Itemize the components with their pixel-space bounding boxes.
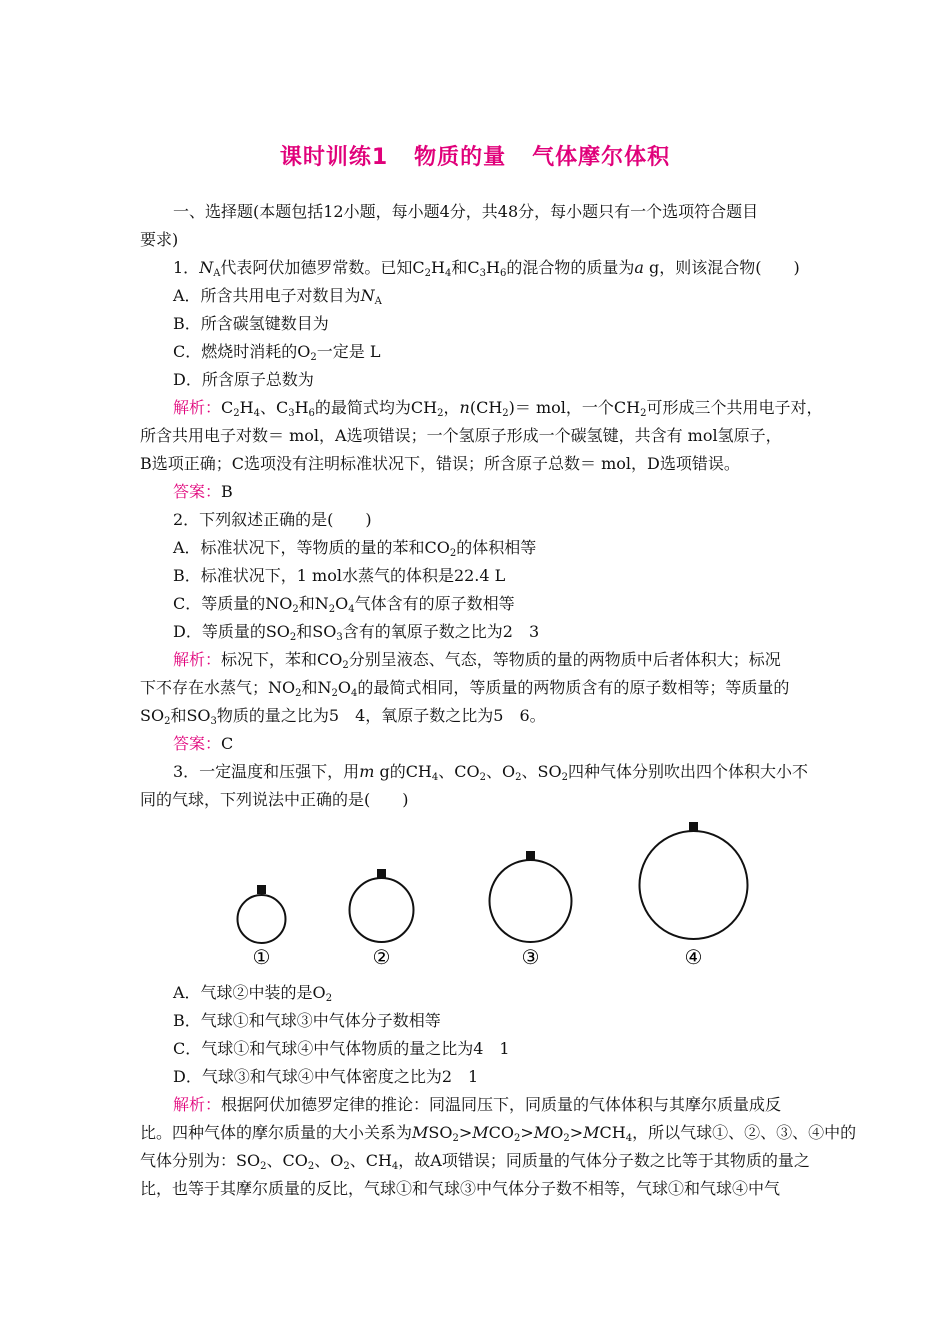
balloon-label-3: ③ [521, 945, 540, 969]
balloon-figure [0, 815, 950, 975]
balloon-label-1: ① [252, 945, 271, 969]
title-part2: 物质的量 [414, 145, 507, 170]
q3-explanation-line2: 比。四种气体的摩尔质量的大小关系为$MSO_2>MCO_2>MO_2>MCH_4$，所以气球①、②、③、④中的 [140, 1123, 857, 1144]
q3-explanation-line1: 解析：根据阿伏加德罗定律的推论：同温同压下，同质量的气体体积与其摩尔质量成反 [173, 1095, 782, 1114]
q1-option-d: D．所含原子总数为 [173, 370, 314, 389]
q2-option-a: A．标准状况下，等物质的量的苯和$CO_2$的体积相等 [173, 538, 537, 559]
balloon-2 [350, 869, 414, 942]
q3-stem-line2: 同的气球，下列说法中正确的是( ) [140, 790, 409, 809]
balloon-3 [490, 851, 572, 942]
q1-option-c: C．燃烧时消耗的$O_2$一定是 L [173, 342, 381, 363]
q2-stem: 2．下列叙述正确的是( ) [173, 510, 372, 529]
page-title [0, 140, 950, 171]
q2-option-d: D．等质量的$SO_2$和$SO_3$含有的氧原子数之比为2 3 [173, 622, 540, 643]
q3-option-b: B．气球①和气球③中气体分子数相等 [173, 1011, 441, 1030]
q2-option-c: C．等质量的$NO_2$和$N_2O_4$气体含有的原子数相等 [173, 594, 515, 615]
q1-option-b: B．所含碳氢键数目为 [173, 314, 329, 333]
q2-option-b: B．标准状况下，1 mol水蒸气的体积是22.4 L [173, 566, 506, 585]
q3-explanation-line4: 比，也等于其摩尔质量的反比，气球①和气球③中气体分子数不相等，气球①和气球④中气 [140, 1179, 781, 1198]
balloon-4 [640, 822, 748, 939]
q1-explanation-line2: 所含共用电子对数＝ mol，A选项错误；一个氢原子形成一个碳氢键，共含有 mol氢原子， [140, 426, 782, 445]
q1-answer: 答案：B [173, 482, 233, 501]
q2-answer: 答案：C [173, 734, 234, 753]
q3-stem-line1: 3．一定温度和压强下，用m g的$CH_4$、$CO_2$、$O_2$、$SO_2$四种气体分别吹出四个体积大小不 [173, 762, 808, 783]
q3-option-a: A．气球②中装的是$O_2$ [173, 983, 333, 1004]
q1-explanation-line1: 解析：$C_2H_4$、$C_3H_6$的最简式均为$CH_2$，$n(CH_2)=$ mol，一个$CH_2$可形成三个共用电子对， [173, 398, 823, 419]
q2-explanation-line2: 下不存在水蒸气；$NO_2$和$N_2O_4$的最简式相同，等质量的两物质含有的原子数相等；等质量的 [140, 678, 790, 699]
section-intro-line2: 要求) [140, 230, 179, 249]
q2-explanation-line1: 解析：标况下，苯和$CO_2$分别呈液态、气态，等物质的量的两物质中后者体积大；标况 [173, 650, 781, 671]
title-part1: 课时训练1 [279, 145, 389, 170]
balloon-label-2: ② [372, 945, 391, 969]
q3-explanation-line3: 气体分别为：$SO_2$、$CO_2$、$O_2$、$CH_4$，故A项错误；同质量的气体分子数之比等于其物质的量之 [140, 1151, 810, 1172]
q3-option-d: D．气球③和气球④中气体密度之比为2 1 [173, 1067, 479, 1086]
balloon-diagram [0, 815, 950, 975]
q1-option-a: A．所含共用电子对数目为$N_A$ [173, 286, 382, 307]
section-intro-line1: 一、选择题(本题包括12小题，每小题4分，共48分，每小题只有一个选项符合题目 [173, 202, 759, 221]
balloon-label-4: ④ [684, 945, 703, 969]
q2-explanation-line3: $SO_2$和$SO_3$物质的量之比为5 4，氧原子数之比为5 6。 [140, 706, 546, 727]
title-part3: 气体摩尔体积 [532, 145, 671, 170]
q3-option-c: C．气球①和气球④中气体物质的量之比为4 1 [173, 1039, 510, 1058]
q1-explanation-line3: B选项正确；C选项没有注明标准状况下，错误；所含原子总数＝ mol，D选项错误。 [140, 454, 740, 473]
q1-stem: 1．$N_A$代表阿伏加德罗常数。已知$C_2H_4$和$C_3H_6$的混合物的质量为a g，则该混合物( ) [173, 258, 800, 279]
balloon-1 [238, 885, 286, 943]
